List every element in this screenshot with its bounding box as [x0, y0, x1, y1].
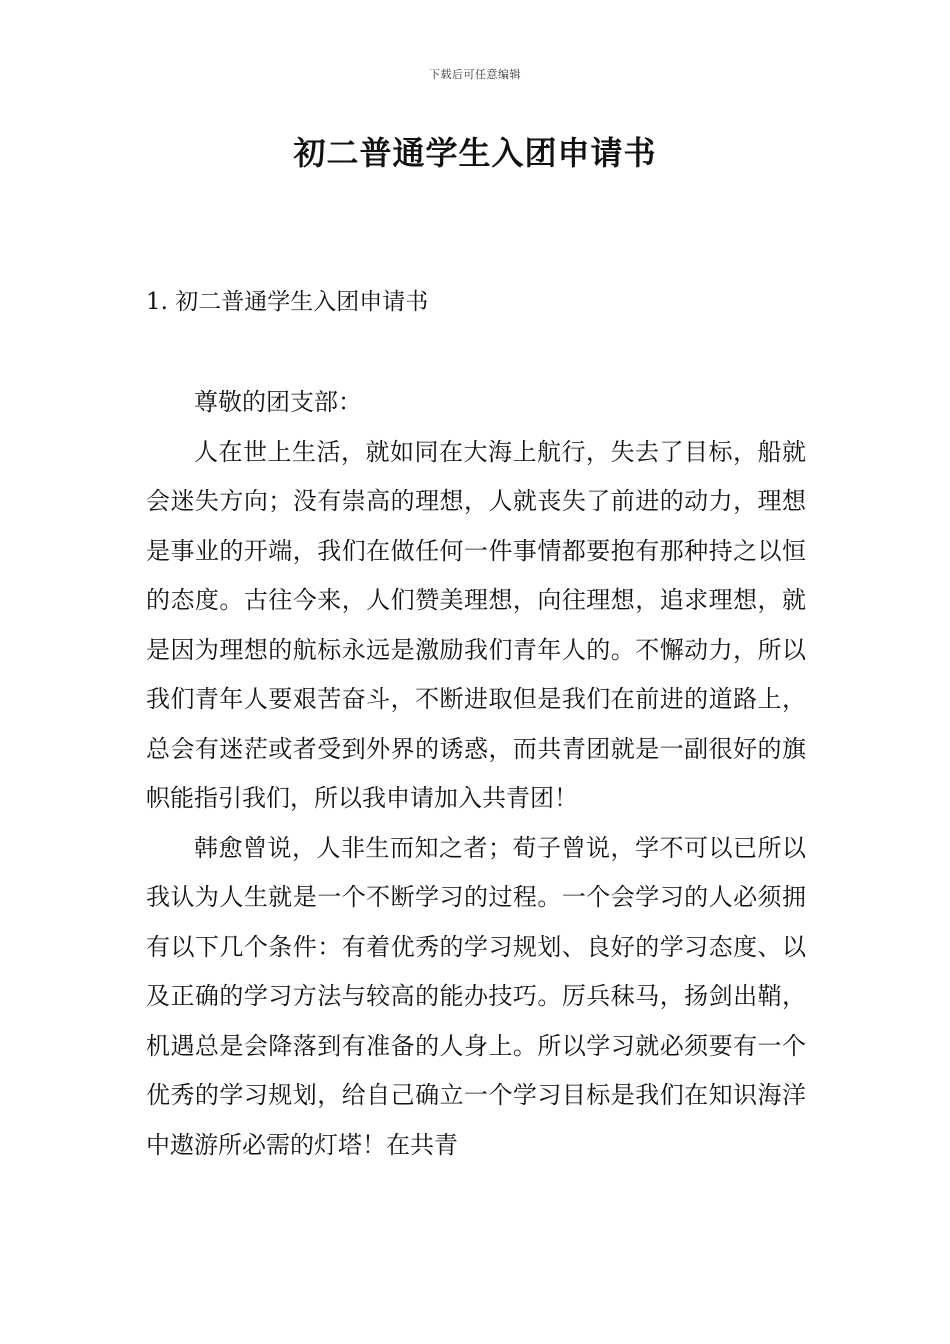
paragraph-2: 韩愈曾说，人非生而知之者；荀子曾说，学不可以已所以我认为人生就是一个不断学习的过程。一个会学习的人必须拥有以下几个条件：有着优秀的学习规划、良好的学习态度、以及正确的学习方法与较高的能办技巧。厉兵秣马，扬剑出鞘，机遇总是会降落到有准备的人身上。所以学习就必须要有一个优秀的学习规划，给自己确立一个学习目标是我们在知识海洋中遨游所必需的灯塔！在共青	[146, 833, 806, 1159]
header-note: 下载后可任意编辑	[429, 68, 521, 81]
document-title: 初二普通学生入团申请书	[293, 134, 657, 172]
salutation: 尊敬的团支部：	[194, 388, 362, 416]
section-heading: 1. 初二普通学生入团申请书	[146, 289, 429, 315]
paragraph-1: 人在世上生活，就如同在大海上航行，失去了目标，船就会迷失方向；没有崇高的理想，人就丧失了前进的动力，理想是事业的开端，我们在做任何一件事情都要抱有那种持之以恒的态度。古往今来，人们赞美理想，向往理想，追求理想，就是因为理想的航标永远是激励我们青年人的。不懈动力，所以我们青年人要艰苦奋斗，不断进取但是我们在前进的道路上，总会有迷茫或者受到外界的诱惑，而共青团就是一副很好的旗帜能指引我们，所以我申请加入共青团！	[146, 437, 806, 812]
document-body	[146, 378, 806, 1170]
